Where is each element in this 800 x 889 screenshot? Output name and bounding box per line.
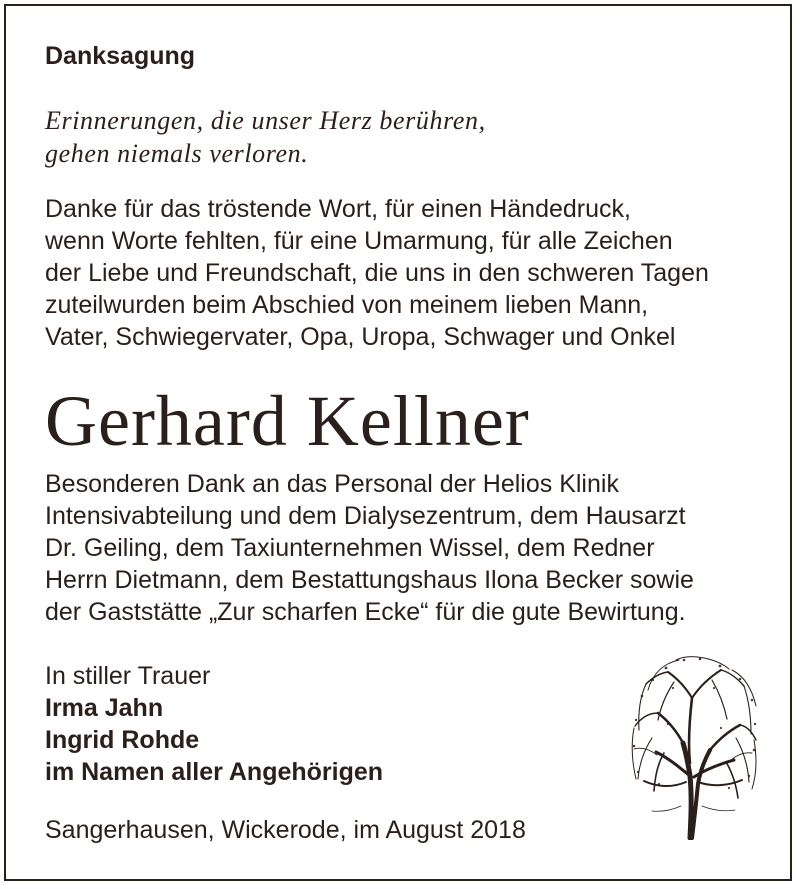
special-thanks-line: der Gaststätte „Zur scharfen Ecke“ für die gute Bewirtung.: [45, 598, 686, 626]
special-thanks-paragraph: [45, 468, 694, 628]
special-thanks-line: Dr. Geiling, dem Taxiunternehmen Wissel, dem Redner: [45, 534, 655, 562]
notice-heading: Danksagung: [45, 42, 196, 70]
quote-line: Erinnerungen, die unser Herz berühren,: [45, 106, 486, 135]
thanks-line: der Liebe und Freundschaft, die uns in den schweren Tagen: [45, 259, 709, 287]
mourner-name: Irma Jahn: [45, 694, 164, 722]
memorial-quote: [45, 104, 486, 170]
deceased-name: Gerhard Kellner: [45, 381, 530, 461]
mourners-relatives: im Namen aller Angehörigen: [45, 758, 384, 786]
special-thanks-line: Besonderen Dank an das Personal der Helios Klinik: [45, 470, 619, 498]
mourners-section: [45, 660, 383, 788]
tree-icon: [628, 652, 760, 840]
thanks-paragraph: [45, 193, 709, 353]
thanks-line: zuteilwurden beim Abschied von meinem lieben Mann,: [45, 291, 649, 319]
thanks-line: wenn Worte fehlten, für eine Umarmung, für alle Zeichen: [45, 227, 673, 255]
quote-line: gehen niemals verloren.: [45, 139, 309, 168]
mourning-intro: In stiller Trauer: [45, 662, 211, 690]
thanks-line: Vater, Schwiegervater, Opa, Uropa, Schwager und Onkel: [45, 323, 676, 351]
place-and-date: Sangerhausen, Wickerode, im August 2018: [45, 816, 526, 844]
mourner-name: Ingrid Rohde: [45, 726, 200, 754]
thanks-line: Danke für das tröstende Wort, für einen Händedruck,: [45, 195, 631, 223]
special-thanks-line: Herrn Dietmann, dem Bestattungshaus Ilona Becker sowie: [45, 566, 694, 594]
special-thanks-line: Intensivabteilung und dem Dialysezentrum, dem Hausarzt: [45, 502, 686, 530]
